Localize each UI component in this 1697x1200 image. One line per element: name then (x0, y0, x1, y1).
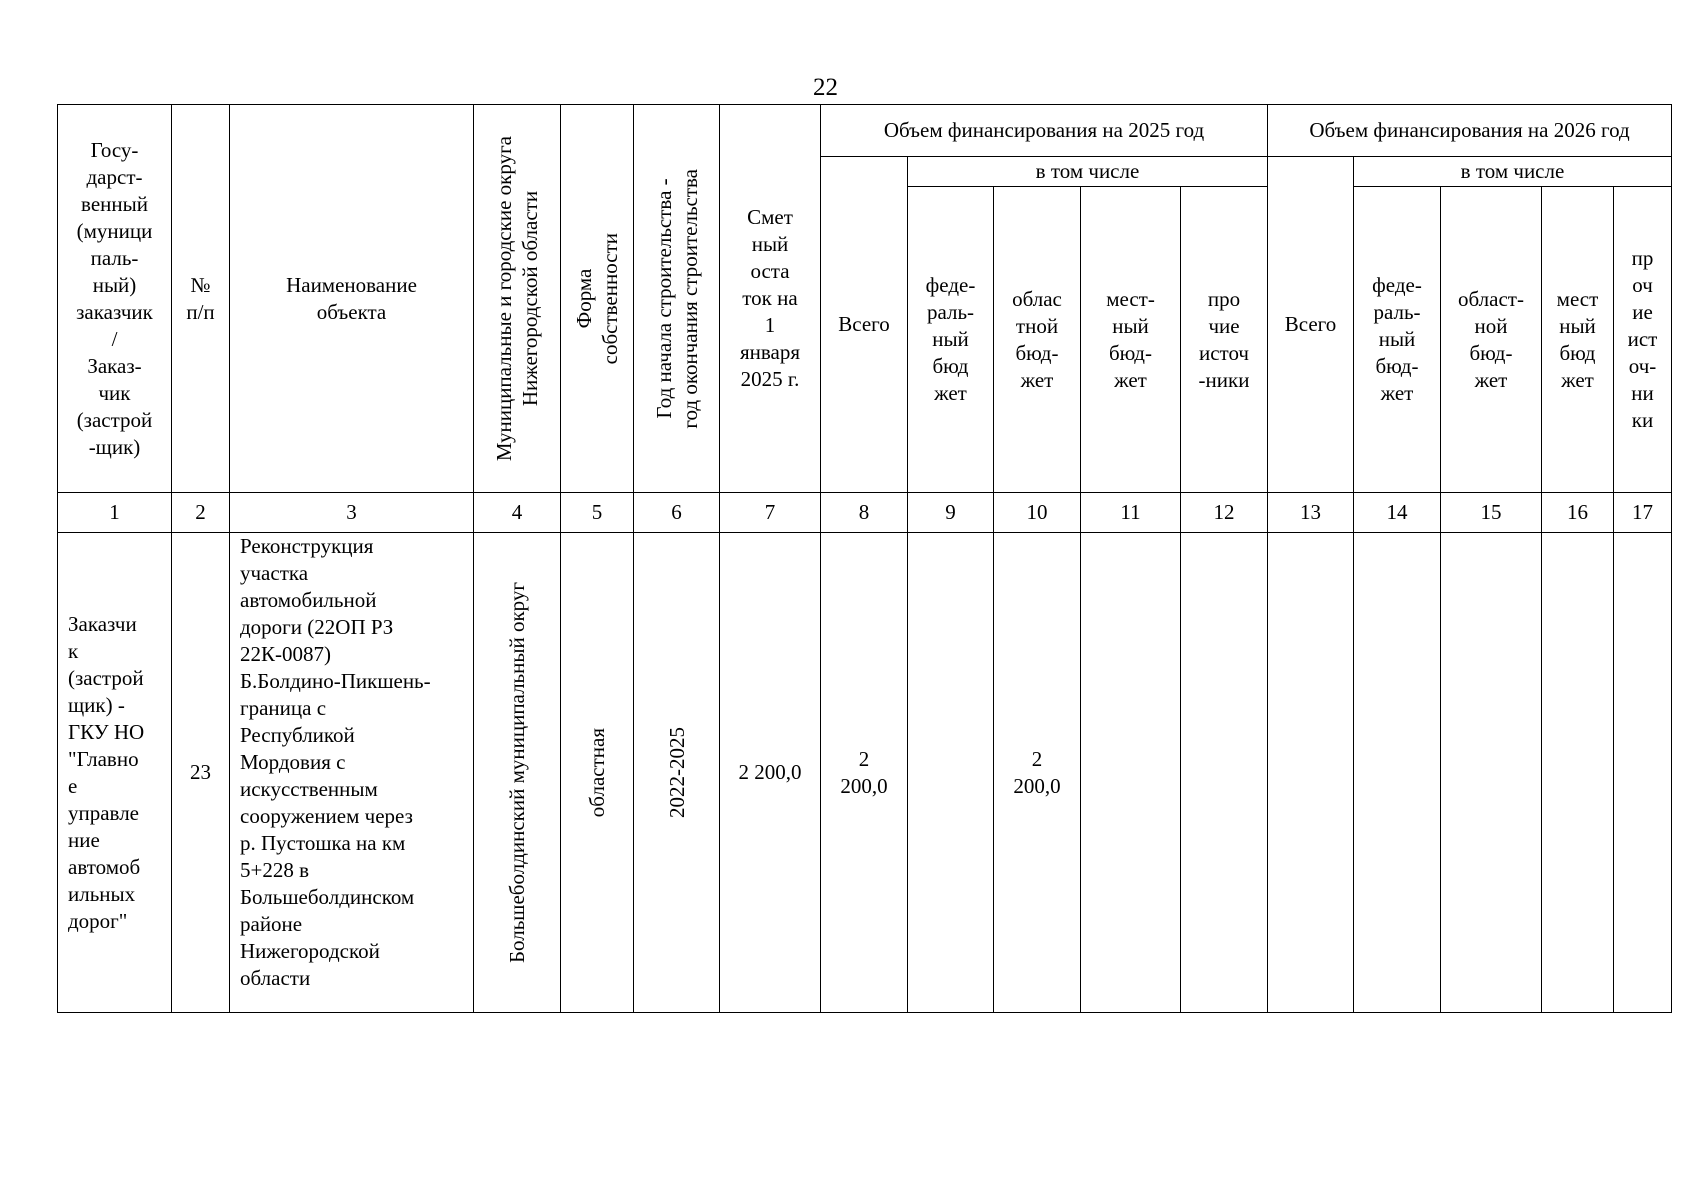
column-number: 16 (1542, 493, 1614, 533)
column-number: 17 (1614, 493, 1672, 533)
header-total-2026: Всего (1268, 157, 1354, 493)
column-number: 11 (1081, 493, 1181, 533)
investment-table (57, 104, 1672, 1013)
column-number: 6 (634, 493, 720, 533)
column-number: 12 (1181, 493, 1268, 533)
row-federal-2026 (1354, 533, 1441, 1013)
row-total-2026 (1268, 533, 1354, 1013)
row-customer: Заказчи к (застрой щик) - ГКУ НО "Главно е управле ние автомоб ильных дорог" (58, 533, 172, 1013)
row-years-text: 2022-2025 (664, 727, 689, 818)
page-number: 22 (813, 74, 838, 101)
column-number: 8 (821, 493, 908, 533)
column-number: 13 (1268, 493, 1354, 533)
row-other-2025 (1181, 533, 1268, 1013)
column-number: 1 (58, 493, 172, 533)
header-including-2025: в том числе (908, 157, 1268, 187)
column-number: 3 (230, 493, 474, 533)
column-number: 15 (1441, 493, 1542, 533)
row-object-name: Реконструкция участка автомобильной дороги (22ОП РЗ 22К-0087) Б.Болдино-Пикшень- граница с Республикой Мордовия с искусственным сооружением через р. Пустошка на км 5+228 в Большеболдинском районе Нижегородской области (230, 533, 474, 1013)
row-local-2025 (1081, 533, 1181, 1013)
header-customer: Госу- дарст- венный (муници паль- ный) заказчик / Заказ- чик (застрой -щик) (58, 105, 172, 493)
header-years (634, 105, 720, 493)
header-other-2025: про чие источ -ники (1181, 187, 1268, 493)
row-number: 23 (172, 533, 230, 1013)
row-other-2026 (1614, 533, 1672, 1013)
header-municipality (474, 105, 561, 493)
header-funding-2026: Объем финансирования на 2026 год (1268, 105, 1672, 157)
row-ownership (561, 533, 634, 1013)
row-total-2025: 2 200,0 (821, 533, 908, 1013)
column-number: 7 (720, 493, 821, 533)
header-object-name: Наименование объекта (230, 105, 474, 493)
row-ownership-text: областная (585, 727, 609, 818)
header-regional-2025: облас тной бюд- жет (994, 187, 1081, 493)
header-federal-2025: феде- раль- ный бюд жет (908, 187, 994, 493)
header-including-2026: в том числе (1354, 157, 1672, 187)
header-local-2026: мест ный бюд жет (1542, 187, 1614, 493)
header-row-number: № п/п (172, 105, 230, 493)
column-number: 4 (474, 493, 561, 533)
row-municipality (474, 533, 561, 1013)
table-row (58, 533, 1672, 1013)
header-ownership (561, 105, 634, 493)
header-municipality-text: Муниципальные и городские округа Нижегородской области (492, 135, 542, 462)
header-local-2025: мест- ный бюд- жет (1081, 187, 1181, 493)
header-years-text: Год начала строительства - год окончания строительства (651, 168, 702, 429)
row-regional-2025: 2 200,0 (994, 533, 1081, 1013)
header-federal-2026: феде- раль- ный бюд- жет (1354, 187, 1441, 493)
column-number: 14 (1354, 493, 1441, 533)
column-number: 5 (561, 493, 634, 533)
column-number: 10 (994, 493, 1081, 533)
header-total-2025: Всего (821, 157, 908, 493)
row-municipality-text: Большеболдинский муниципальный округ (505, 581, 529, 964)
row-federal-2025 (908, 533, 994, 1013)
header-estimate: Смет ный оста ток на 1 января 2025 г. (720, 105, 821, 493)
header-regional-2026: област- ной бюд- жет (1441, 187, 1542, 493)
column-number: 9 (908, 493, 994, 533)
row-years (634, 533, 720, 1013)
column-number: 2 (172, 493, 230, 533)
header-ownership-text: Форма собственности (572, 232, 622, 365)
row-regional-2026 (1441, 533, 1542, 1013)
header-funding-2025: Объем финансирования на 2025 год (821, 105, 1268, 157)
row-estimate: 2 200,0 (720, 533, 821, 1013)
header-other-2026: пр оч ие ист оч- ни ки (1614, 187, 1672, 493)
row-local-2026 (1542, 533, 1614, 1013)
